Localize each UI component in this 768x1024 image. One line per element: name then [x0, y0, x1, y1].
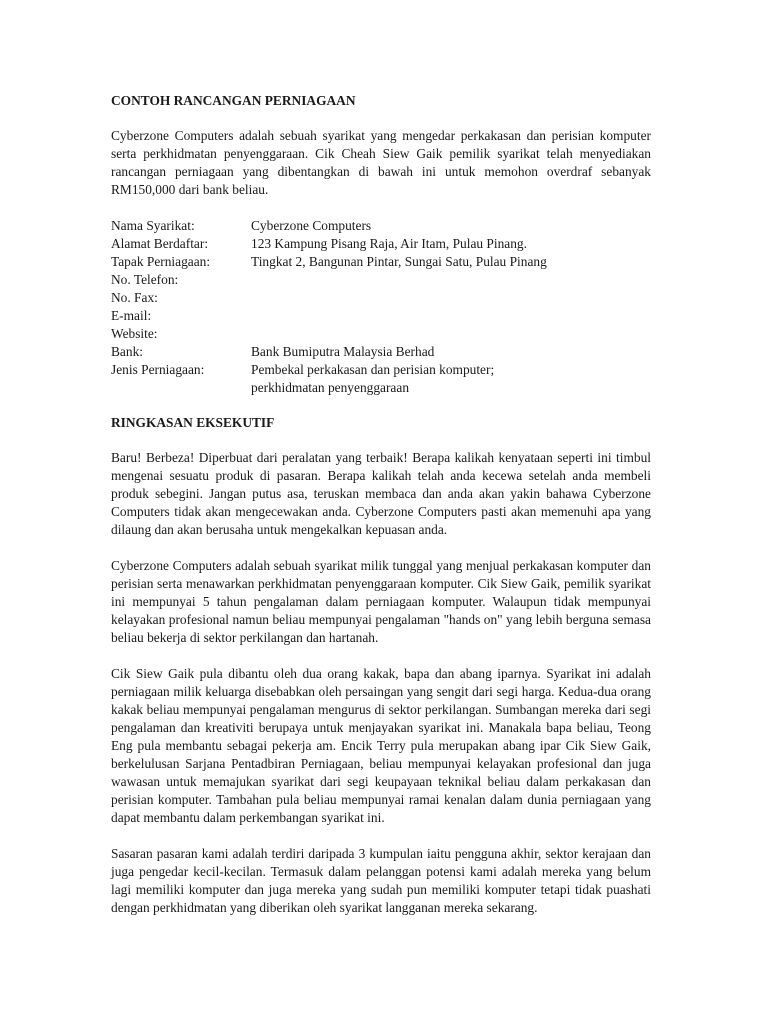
- info-label: E-mail:: [111, 308, 152, 323]
- summary-paragraph-1: Baru! Berbeza! Diperbuat dari peralatan yang terbaik! Berapa kalikah kenyataan seperti ini timbul mengenai sesuatu produk di pasaran. Berapa kalikah telah anda kecewa setelah anda membeli produk sebegini. Jangan putus asa, teruskan membaca dan anda akan yakin bahawa Cyberzone Computers tidak akan mengecewakan anda. Cyberzone Computers pasti akan memenuhi apa yang dilaung dan akan berusaha untuk mengekalkan kepuasan anda.: [111, 450, 651, 537]
- info-row-business-site: [111, 253, 651, 271]
- intro-paragraph: Cyberzone Computers adalah sebuah syarikat yang mengedar perkakasan dan perisian komputer serta perkhidmatan penyenggaraan. Cik Cheah Siew Gaik pemilik syarikat telah menyediakan rancangan perniagaan yang dibentangkan di bawah ini untuk memohon overdraf sebanyak RM150,000 dari bank beliau.: [111, 128, 651, 197]
- info-row-registered-address: [111, 235, 651, 253]
- document-title: CONTOH RANCANGAN PERNIAGAAN: [111, 93, 356, 108]
- info-row-fax: [111, 289, 651, 307]
- info-label: Alamat Berdaftar:: [111, 236, 209, 251]
- company-info-table: [111, 217, 651, 397]
- info-label: Jenis Perniagaan:: [111, 362, 205, 377]
- info-row-website: [111, 325, 651, 343]
- info-label: No. Fax:: [111, 290, 158, 305]
- info-row-email: [111, 307, 651, 325]
- info-value: [251, 325, 651, 343]
- info-row-bank: [111, 343, 651, 361]
- summary-paragraph-2: Cyberzone Computers adalah sebuah syarikat milik tunggal yang menjual perkakasan komputer dan perisian serta menawarkan perkhidmatan penyenggaraan komputer. Cik Siew Gaik, pemilik syarikat ini mempunyai 5 tahun pengalaman dalam perniagaan komputer. Walaupun tidak mempunyai kelayakan profesional namun beliau mempunyai pengalaman "hands on" yang lebih berguna semasa beliau bekerja di sektor perkilangan dan hartanah.: [111, 558, 651, 645]
- document-content: [111, 92, 651, 935]
- info-row-telephone: [111, 271, 651, 289]
- info-value: Tingkat 2, Bangunan Pintar, Sungai Satu, Pulau Pinang: [251, 254, 547, 269]
- info-value: Pembekal perkakasan dan perisian komputer; perkhidmatan penyenggaraan: [251, 362, 495, 395]
- info-value: [251, 307, 651, 325]
- info-label: Nama Syarikat:: [111, 218, 195, 233]
- info-label: Bank:: [111, 344, 143, 359]
- info-value: Bank Bumiputra Malaysia Berhad: [251, 344, 435, 359]
- info-row-company-name: [111, 217, 651, 235]
- info-label: No. Telefon:: [111, 272, 179, 287]
- info-value: Cyberzone Computers: [251, 218, 372, 233]
- section-title-executive-summary: RINGKASAN EKSEKUTIF: [111, 415, 275, 430]
- summary-paragraph-3: Cik Siew Gaik pula dibantu oleh dua orang kakak, bapa dan abang iparnya. Syarikat ini adalah perniagaan milik keluarga disebabkan oleh persaingan yang sengit dari segi harga. Kedua-dua orang kakak beliau mempunyai pengalaman mengurus di sektor perkilangan. Sumbangan mereka dari segi pengalaman dan kreativiti berupaya untuk menjayakan syarikat ini. Manakala bapa beliau, Teong Eng pula membantu sebagai pekerja am. Encik Terry pula merupakan abang ipar Cik Siew Gaik, berkelulusan Sarjana Pentadbiran Perniagaan, beliau mempunyai kelayakan profesional dan juga wawasan untuk memajukan syarikat dari segi keupayaan teknikal beliau dalam perkakasan dan perisian komputer. Tambahan pula beliau mempunyai ramai kenalan dalam dunia perniagaan yang dapat membantu dalam perkembangan syarikat ini.: [111, 666, 651, 825]
- info-label: Tapak Perniagaan:: [111, 254, 211, 269]
- info-label: Website:: [111, 326, 158, 341]
- summary-paragraph-4: Sasaran pasaran kami adalah terdiri daripada 3 kumpulan iaitu pengguna akhir, sektor kerajaan dan juga pengedar kecil-kecilan. Termasuk dalam pelanggan potensi kami adalah mereka yang belum lagi memiliki komputer dan juga mereka yang sudah pun memiliki komputer tetapi tidak puashati dengan perkhidmatan yang diberikan oleh syarikat langganan mereka sekarang.: [111, 846, 651, 915]
- info-value: [251, 289, 651, 307]
- info-row-business-type: [111, 361, 651, 397]
- info-value: 123 Kampung Pisang Raja, Air Itam, Pulau Pinang.: [251, 236, 527, 251]
- info-value: [251, 271, 651, 289]
